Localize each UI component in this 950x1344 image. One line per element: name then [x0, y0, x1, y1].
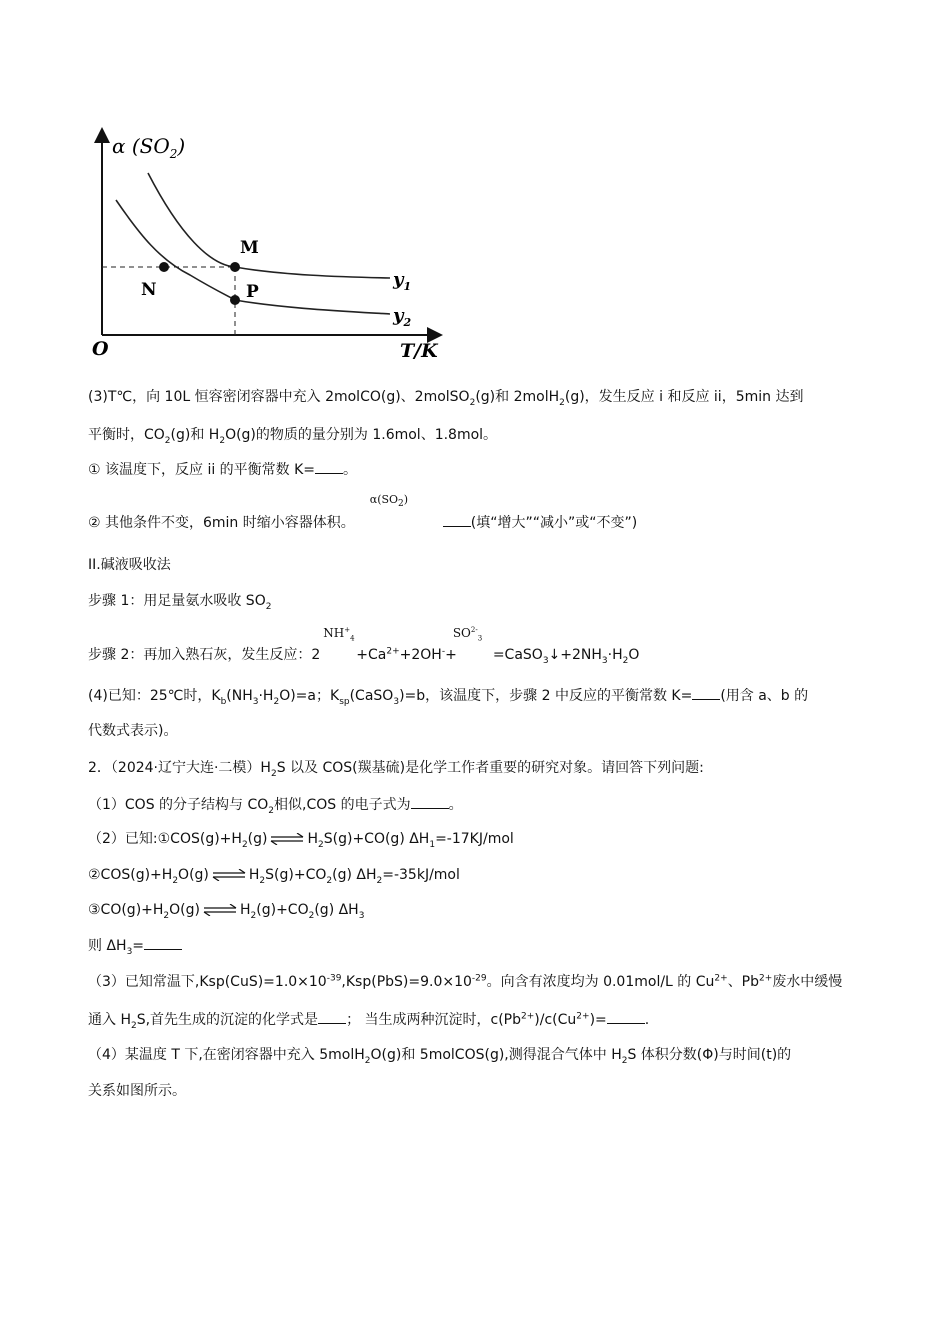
equilibrium-arrow-icon: [202, 904, 238, 916]
p2-q2-r2: $②COS(g)+H_2O(g)$ $H_2S(g)+CO_2(g)$ $\Delta H_2=-35kJ$/mol: [88, 867, 460, 886]
step1: 步骤 1：用足量氨水吸收 $SO_2$: [88, 593, 272, 612]
p2-heading: 2．（2024·辽宁大连·二模）$H_2S$ 以及 COS(羰基硫)是化学工作者重要的研究对象。请回答下列问题:: [88, 760, 704, 779]
label-m: M: [240, 238, 259, 258]
equilibrium-arrow-icon: [269, 833, 305, 845]
curve-y1: [148, 173, 390, 278]
step2: 步骤 2：再加入熟石灰，发生反应：2 $NH^+_4$ $+Ca^{2+}+2OH^-+$ $SO^{2-}_3$ $=CaSO_3↓+2NH_3\cdot H_2O$: [88, 626, 640, 666]
label-p: P: [246, 282, 259, 302]
p2-q3-line2: 通入 $H_2S$,首先生成的沉淀的化学式是 ； 当生成两种沉淀时，$c(Pb^{2+})/c(Cu^{2+})=$ .: [88, 1011, 650, 1031]
label-y1: $y_1$: [393, 269, 412, 293]
q3-intro: (3)T℃，向 10L 恒容密闭容器中充入 2molCO(g)、2molSO$_2$(g)和 2molH$_2$(g)，发生反应 i 和反应 ii，5min 达到: [88, 389, 804, 408]
q4-line1: (4)已知：25℃时，$K_b(NH_3\cdot H_2O)=a$；$K_{sp}(CaSO_3)=b$，该温度下，步骤 2 中反应的平衡常数 K= (用含 a、b 的: [88, 688, 809, 707]
p2-q2-r3: $③CO(g)+H_2O(g)$ $H_2(g)+CO_2(g)$ $\Delta H_3$: [88, 902, 365, 921]
q3-sub2: ② 其他条件不变，6min 时缩小容器体积。 $\alpha(SO_2)$ (填“增大”“减小”或“不变”): [88, 493, 638, 531]
x-axis-label: T/K: [400, 340, 438, 362]
so3-ion: $SO^{2-}_3$: [452, 626, 483, 643]
p2-q1: （1）COS 的分子结构与 $CO_2$相似,COS 的电子式为 。: [88, 797, 463, 816]
y-axis-label: α $(SO_2)$: [112, 134, 186, 161]
q3-sub1: ① 该温度下，反应 ii 的平衡常数 K= 。: [88, 462, 358, 478]
label-n: N: [141, 280, 157, 300]
alpha-temperature-graph: [80, 125, 450, 370]
equilibrium-arrow-icon: [211, 869, 247, 881]
q4-line2: 代数式表示)。: [88, 723, 178, 739]
section2-title: II.碱液吸收法: [88, 557, 171, 573]
alpha-so2-fraction: $\alpha(SO_2)$: [369, 493, 409, 510]
point-m: [230, 262, 240, 272]
p2-q2-r1: （2）已知$:①COS(g)+H_2(g)$ $H_2S(g)+CO(g)$ $\Delta H_1=-17KJ$/mol: [88, 831, 514, 850]
q3-line2: 平衡时，$CO_2(g)$和 $H_2O(g)$的物质的量分别为 1.6mol、1.8mol。: [88, 427, 498, 446]
p2-q4-line2: 关系如图所示。: [88, 1083, 186, 1099]
origin-label: O: [92, 338, 109, 360]
p2-q2-then: 则 $\Delta H_3=$: [88, 936, 182, 956]
label-y2: $y_2$: [393, 305, 412, 329]
point-p: [230, 295, 240, 305]
point-n: [159, 262, 169, 272]
p2-q3-line1: （3）已知常温下$,Ksp(CuS)=1.0\times 10^{-39},Ksp(PbS)=9.0\times 10^{-29}$。向含有浓度均为 0.01mol/L 的 $Cu^{2+}$、$Pb^{2+}$废水中缓慢: [88, 973, 843, 990]
nh4-ion: $NH^+_4$: [323, 626, 355, 643]
p2-q4-line1: （4）某温度 T 下,在密闭容器中充入 5molH$_2$O(g)和 5molCOS(g),测得混合气体中 $H_2S$ 体积分数(Φ)与时间(t)的: [88, 1047, 792, 1066]
